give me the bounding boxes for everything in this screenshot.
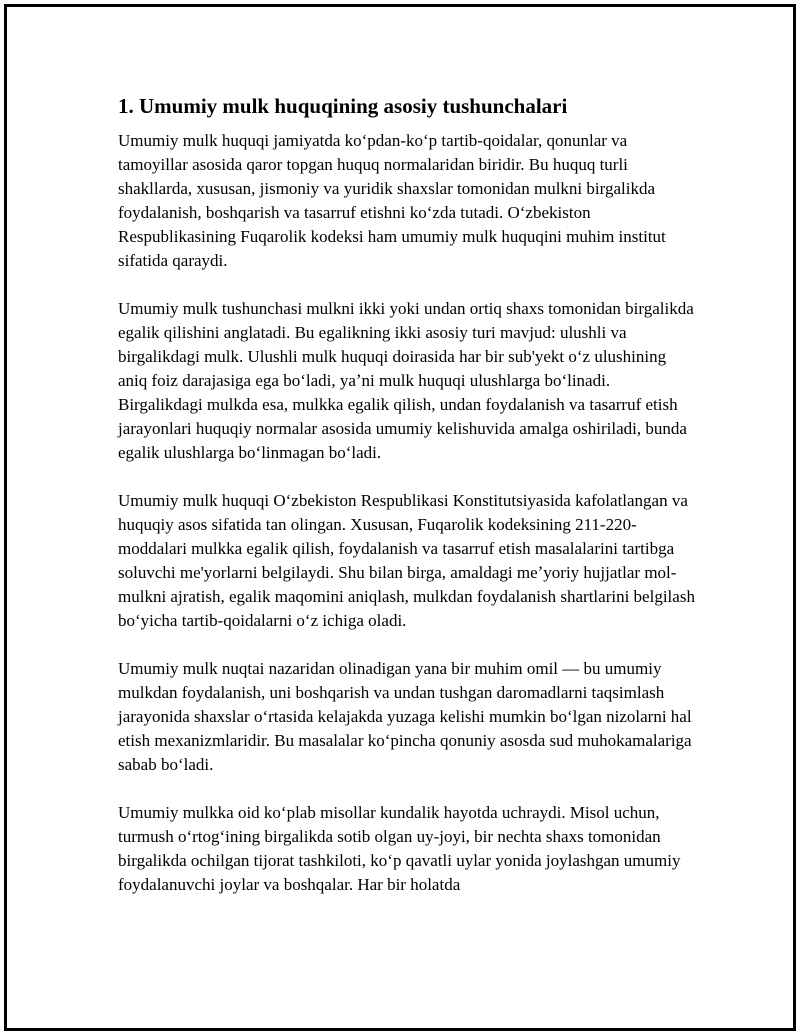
paragraph-4: Umumiy mulk nuqtai nazaridan olinadigan yana bir muhim omil — bu umumiy mulkdan foydalanish, uni boshqarish va undan tushgan daromadlarni taqsimlash jarayonida shaxslar oʻrtasida kelajakda yuzaga kelishi mumkin boʻlgan nizolarni hal etish mexanizmlaridir. Bu masalalar koʻpincha qonuniy asosda sud muhokamalariga sabab boʻladi.: [118, 659, 692, 774]
paragraph-2: Umumiy mulk tushunchasi mulkni ikki yoki undan ortiq shaxs tomonidan birgalikda egalik qilishini anglatadi. Bu egalikning ikki asosiy turi mavjud: ulushli va birgalikdagi mulk. Ulushli mulk huquqi doirasida har bir sub'yekt oʻz ulushining aniq foiz darajasiga ega boʻladi, yaʼni mulk huquqi ulushlarga boʻlinadi. Birgalikdagi mulkda esa, mulkka egalik qilish, undan foydalanish va tasarruf etish jarayonlari huquqiy normalar asosida umumiy kelishuvida amalga oshiriladi, bunda egalik ulushlarga boʻlinmagan boʻladi.: [118, 299, 694, 462]
paragraph-3: Umumiy mulk huquqi Oʻzbekiston Respublikasi Konstitutsiyasida kafolatlangan va huquqiy asos sifatida tan olingan. Xususan, Fuqarolik kodeksining 211-220-moddalari mulkka egalik qilish, foydalanish va tasarruf etish masalalarini tartibga soluvchi me'yorlarni belgilaydi. Shu bilan birga, amaldagi meʼyoriy hujjatlar mol-mulkni ajratish, egalik maqomini aniqlash, mulkdan foydalanish shartlarini belgilash boʻyicha tartib-qoidalarni oʻz ichiga oladi.: [118, 491, 695, 630]
document-body: [118, 93, 698, 921]
paragraph-5: Umumiy mulkka oid koʻplab misollar kundalik hayotda uchraydi. Misol uchun, turmush oʻrtogʻining birgalikda sotib olgan uy-joyi, bir nechta shaxs tomonidan birgalikda ochilgan tijorat tashkiloti, koʻp qavatli uylar yonida joylashgan umumiy foydalanuvchi joylar va boshqalar. Har bir holatda: [118, 803, 681, 894]
paragraph-1: Umumiy mulk huquqi jamiyatda koʻpdan-koʻp tartib-qoidalar, qonunlar va tamoyillar asosida qaror topgan huquq normalaridan biridir. Bu huquq turli shakllarda, xususan, jismoniy va yuridik shaxslar tomonidan mulkni birgalikda foydalanish, boshqarish va tasarruf etishni koʻzda tutadi. Oʻzbekiston Respublikasining Fuqarolik kodeksi ham umumiy mulk huquqini muhim institut sifatida qaraydi.: [118, 131, 666, 270]
section-heading: 1. Umumiy mulk huquqining asosiy tushunchalari: [118, 94, 568, 118]
